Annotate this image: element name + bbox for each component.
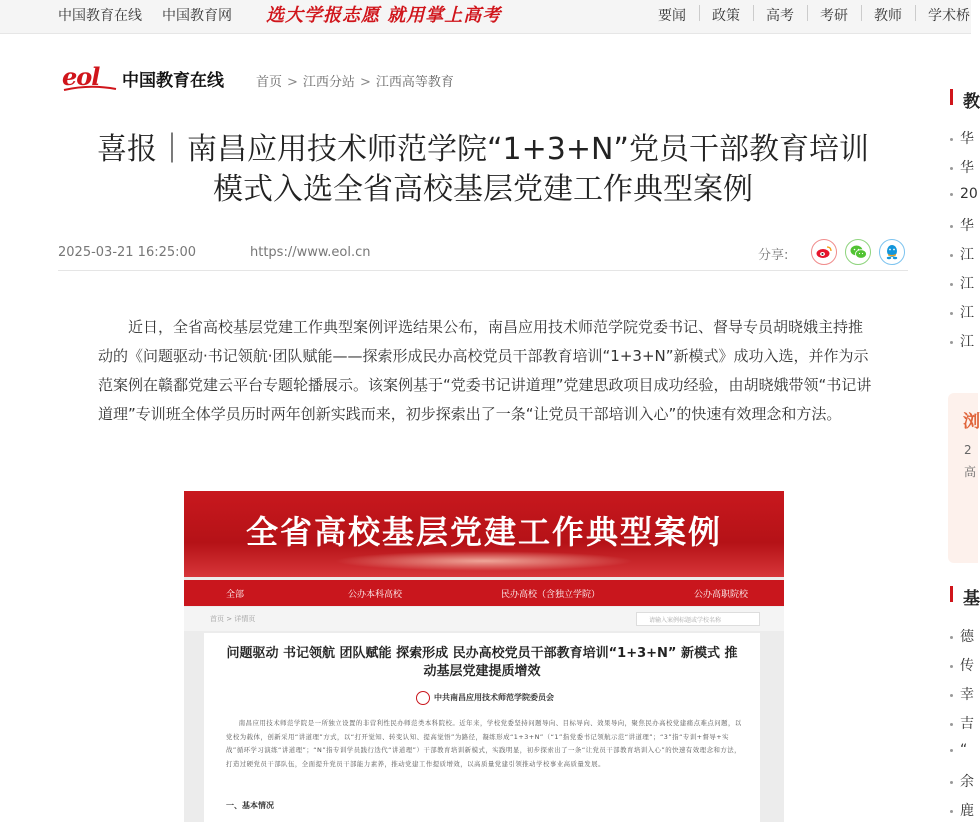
sidebar-heading-base: 基 (950, 584, 980, 604)
publish-date: 2025-03-21 16:25:00 (58, 245, 197, 260)
nav-news[interactable]: 要闻 (658, 8, 686, 24)
share-weibo-button[interactable] (811, 239, 837, 265)
sidebar-link[interactable]: 德 (950, 626, 974, 646)
nav-divider (753, 5, 754, 21)
sidebar-link[interactable]: 鹿 (950, 800, 974, 820)
sidebar-promo-card[interactable]: 浏 2 高 (948, 393, 978, 563)
image-crumb-bar (184, 607, 784, 631)
nav-divider (861, 5, 862, 21)
sidebar-link[interactable]: 华 (950, 128, 974, 148)
nav-divider (915, 5, 916, 21)
sidebar-link[interactable]: 20 (950, 186, 978, 202)
image-case-card (204, 633, 760, 833)
slogan-banner[interactable]: 选大学报志愿 就用掌上高考 (266, 5, 502, 26)
share-label: 分享: (758, 248, 789, 263)
image-tab-public-vocational: 公办高职院校 (694, 590, 749, 600)
nav-gaokao[interactable]: 高考 (766, 8, 794, 24)
image-tab-private: 民办高校（含独立学院） (501, 590, 601, 600)
nav-kaoyan[interactable]: 考研 (820, 8, 848, 24)
sidebar-link[interactable]: 江 (950, 244, 974, 264)
nav-academic[interactable]: 学术桥 (928, 8, 970, 24)
image-case-title: 问题驱动 书记领航 团队赋能 探索形成 民办高校党员干部教育培训“1+3+N” 新模式 推动基层党建提质增效 (226, 646, 738, 679)
logo-swoosh-icon (64, 86, 116, 92)
sidebar-link[interactable]: 江 (950, 302, 974, 322)
share-wechat-button[interactable] (845, 239, 871, 265)
image-section-heading: 一、基本情况 (226, 801, 274, 810)
breadcrumb-higher-edu[interactable]: 江西高等教育 (375, 75, 454, 90)
image-case-body: 南昌应用技术师范学院是一所独立设置的非营利性民办师范类本科院校。近年来，学校党委坚持问题导向、目标导向、效果导向，聚焦民办高校党建痛点难点问题，以党校为载体，创新采用“讲道理”方式，以“打开觉知、转变认知、提高觉悟”为路径，凝练形成“1+3+N”（“1”指党委书记领航示范“讲道理”；“3”指“专训+督导+实战”循环学习演练“讲道理”；“N”指专训学员践行迭代“讲道理”）干部教育培训新模式，实践明显，初步探索出了一条“让党员干部教育培训入心”的快速有效理念和方法，打造过硬党员干部队伍，全面提升党员干部能力素养，推动党建工作提质增效，以高质量党建引领推动学校事业高质量发展。 (226, 719, 742, 768)
image-banner-title: 全省高校基层党建工作典型案例 (245, 513, 722, 551)
image-org-name: 中共南昌应用技术师范学院委员会 (434, 693, 554, 702)
party-emblem-icon (416, 691, 430, 705)
sidebar-link[interactable]: 华 (950, 215, 974, 235)
image-breadcrumb: 首页 > 详情页 (210, 615, 256, 623)
sidebar-link[interactable]: 华 (950, 157, 974, 177)
meta-divider (58, 270, 908, 271)
sidebar-link[interactable]: 江 (950, 273, 974, 293)
sidebar-link[interactable]: 吉 (950, 713, 974, 733)
image-tab-all: 全部 (226, 590, 245, 600)
sidebar-link[interactable]: 余 (950, 771, 974, 791)
weibo-icon (816, 245, 832, 259)
image-search-box: 请输入案例标题或学校名称 (636, 612, 760, 626)
nav-teacher[interactable]: 教师 (874, 8, 902, 24)
article-source[interactable]: https://www.eol.cn (250, 245, 371, 260)
share-qq-button[interactable] (879, 239, 905, 265)
image-tab-public-undergrad: 公办本科高校 (348, 590, 403, 600)
sidebar-heading-edu: 教 (950, 87, 980, 107)
breadcrumb (256, 71, 454, 90)
sidebar-link[interactable]: “ (950, 742, 967, 758)
article-title-line2: 模式入选全省高校基层党建工作典型案例 (213, 172, 753, 207)
logo-mark: eol (62, 62, 100, 91)
logo-text: 中国教育在线 (122, 71, 224, 91)
sidebar-link[interactable]: 幸 (950, 684, 974, 704)
banner-shine (334, 551, 634, 571)
heading-accent-bar (950, 586, 953, 602)
nav-divider (807, 5, 808, 21)
site-link-edu-net[interactable]: 中国教育网 (162, 8, 232, 24)
nav-policy[interactable]: 政策 (712, 8, 740, 24)
heading-accent-bar (950, 89, 953, 105)
image-tab-bar (184, 580, 784, 606)
image-banner (184, 491, 784, 577)
nav-divider (699, 5, 700, 21)
sidebar-link[interactable]: 江 (950, 331, 974, 351)
breadcrumb-separator: > (359, 75, 371, 90)
article-title-line1: 喜报｜南昌应用技术师范学院“1+3+N”党员干部教育培训 (97, 132, 869, 167)
wechat-icon (850, 245, 867, 259)
top-bar (0, 0, 971, 34)
sidebar-link[interactable]: 传 (950, 655, 974, 675)
breadcrumb-separator: > (287, 75, 298, 90)
qq-icon (885, 244, 899, 260)
article-meta (58, 243, 908, 273)
article-title (58, 130, 908, 210)
article-image (184, 491, 784, 822)
breadcrumb-home[interactable]: 首页 (256, 75, 283, 90)
site-link-eol[interactable]: 中国教育在线 (58, 8, 142, 24)
breadcrumb-jiangxi[interactable]: 江西分站 (302, 75, 355, 90)
article-paragraph: 近日，全省高校基层党建工作典型案例评选结果公布，南昌应用技术师范学院党委书记、督导专员胡晓娥主持推动的《问题驱动·书记领航·团队赋能——探索形成民办高校党员干部教育培训“1+3+N”新模式》成功入选，并作为示范案例在赣鄱党建云平台专题轮播展示。该案例基于“党委书记讲道理”党建思政项目成功经验，由胡晓娥带领“书记讲道理”专训班全体学员历时两年创新实践而来，初步探索出了一条“让党员干部培训入心”的快速有效理念和方法。 (98, 318, 872, 423)
